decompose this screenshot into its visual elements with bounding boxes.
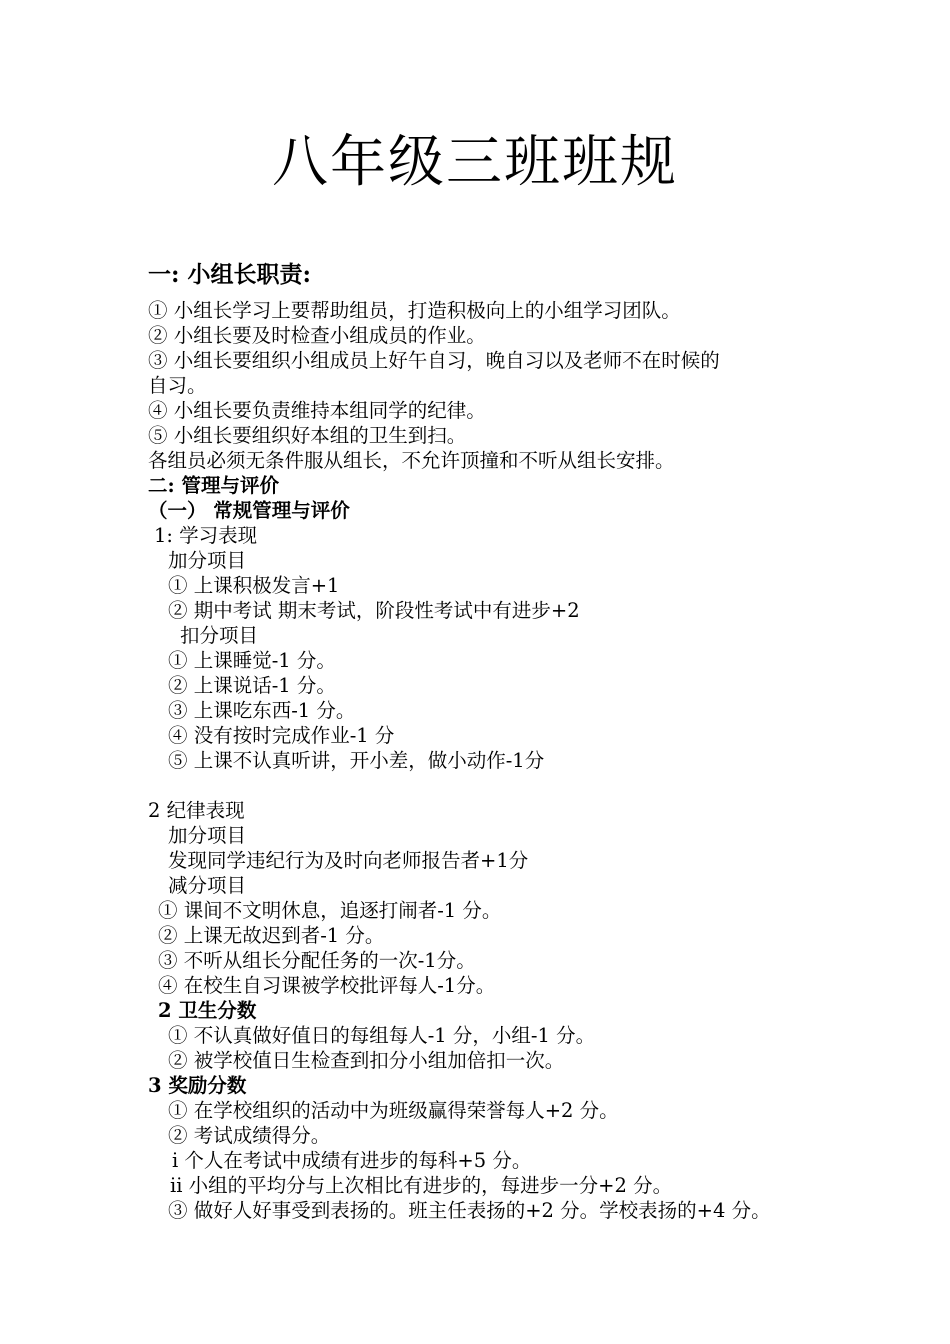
text-line: 加分项目 xyxy=(168,824,247,847)
text-line: ② 期中考试 期末考试，阶段性考试中有进步+2 xyxy=(168,599,580,622)
text-line: ⅱ 小组的平均分与上次相比有进步的，每进步一分+2 分。 xyxy=(170,1174,673,1197)
text-line: 1: 学习表现 xyxy=(154,524,258,547)
text-line: 2 纪律表现 xyxy=(148,799,245,822)
text-line: ② 被学校值日生检查到扣分小组加倍扣一次。 xyxy=(168,1049,565,1072)
text-line: ④ 小组长要负责维持本组同学的纪律。 xyxy=(148,399,486,422)
text-line: 自习。 xyxy=(148,374,207,397)
text-line: ② 考试成绩得分。 xyxy=(168,1124,331,1147)
text-line: ⑤ 小组长要组织好本组的卫生到扫。 xyxy=(148,424,467,447)
text-line: ② 上课无故迟到者-1 分。 xyxy=(158,924,385,947)
text-line: ① 课间不文明休息，追逐打闹者-1 分。 xyxy=(158,899,502,922)
text-line: ① 在学校组织的活动中为班级赢得荣誉每人+2 分。 xyxy=(168,1099,619,1122)
text-line: ⑤ 上课不认真听讲，开小差，做小动作-1分 xyxy=(168,749,545,772)
text-line: ① 上课积极发言+1 xyxy=(168,574,340,597)
text-line: 一: 小组长职责: xyxy=(148,261,311,288)
page-title: 八年级三班班规 xyxy=(272,130,678,195)
text-line: ④ 在校生自习课被学校批评每人-1分。 xyxy=(158,974,496,997)
text-line: 二: 管理与评价 xyxy=(148,474,279,497)
text-line: ③ 做好人好事受到表扬的。班主任表扬的+2 分。学校表扬的+4 分。 xyxy=(168,1199,771,1222)
text-line: 扣分项目 xyxy=(180,624,259,647)
text-line: ① 不认真做好值日的每组每人-1 分，小组-1 分。 xyxy=(168,1024,596,1047)
text-line: 2 卫生分数 xyxy=(158,999,257,1022)
text-line: （一） 常规管理与评价 xyxy=(148,499,350,522)
text-line: ① 上课睡觉-1 分。 xyxy=(168,649,336,672)
text-line: 3 奖励分数 xyxy=(148,1074,247,1097)
text-line: ④ 没有按时完成作业-1 分 xyxy=(168,724,395,747)
text-line: ③ 上课吃东西-1 分。 xyxy=(168,699,356,722)
text-line: ⅰ 个人在考试中成绩有进步的每科+5 分。 xyxy=(172,1149,532,1172)
text-line: ① 小组长学习上要帮助组员，打造积极向上的小组学习团队。 xyxy=(148,299,681,322)
text-line: 各组员必须无条件服从组长，不允许顶撞和不听从组长安排。 xyxy=(148,449,675,472)
text-line: 减分项目 xyxy=(168,874,247,897)
text-line: 加分项目 xyxy=(168,549,247,572)
text-line: ③ 小组长要组织小组成员上好午自习，晚自习以及老师不在时候的 xyxy=(148,349,720,372)
text-line: ③ 不听从组长分配任务的一次-1分。 xyxy=(158,949,476,972)
text-line: 发现同学违纪行为及时向老师报告者+1分 xyxy=(168,849,529,872)
text-line: ② 小组长要及时检查小组成员的作业。 xyxy=(148,324,486,347)
text-line: ② 上课说话-1 分。 xyxy=(168,674,336,697)
